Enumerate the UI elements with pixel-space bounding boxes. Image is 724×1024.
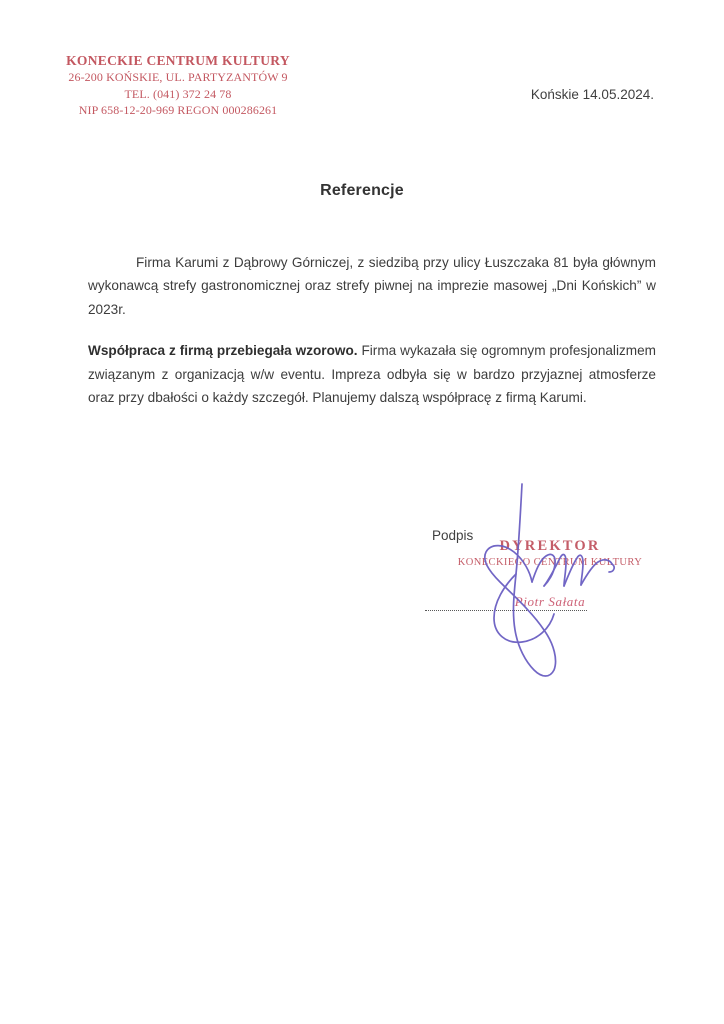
director-stamp xyxy=(455,538,645,610)
paragraph-opinion xyxy=(88,339,656,409)
document-date: Końskie 14.05.2024. xyxy=(530,87,654,102)
page-title: Referencje xyxy=(320,182,404,199)
stamp-address: 26-200 KOŃSKIE, UL. PARTYZANTÓW 9 xyxy=(68,70,288,85)
director-stamp-organisation: KONECKIEGO CENTRUM KULTURY xyxy=(457,557,643,568)
paragraph-intro: Firma Karumi z Dąbrowy Górniczej, z siedzibą przy ulicy Łuszczaka 81 była głównym wykonawcą strefy gastronomicznej oraz strefy piwnej na imprezie masowej „Dni Końskich” w 2023r. xyxy=(88,255,656,317)
paragraph-opinion-lead: Współpraca z firmą przebiegała wzorowo. xyxy=(88,343,358,359)
signature-dotted-line xyxy=(425,610,587,611)
stamp-tax-ids: NIP 658-12-20-969 REGON 000286261 xyxy=(78,102,278,117)
director-stamp-role: DYREKTOR xyxy=(499,538,601,554)
paragraph-opinion-rest: Firma wykazała się ogromnym profesjonalizmem związanym z organizacją w/w eventu. Impreza odbyła się w bardzo przyjaznej atmosferze oraz przy dbałości o każdy szczegół. Planujemy dalszą współpracę z firmą Karumi. xyxy=(88,343,656,405)
signature-block xyxy=(420,490,650,690)
document-body xyxy=(88,251,656,409)
stamp-organisation-name: KONECKIE CENTRUM KULTURY xyxy=(66,53,290,68)
organisation-stamp xyxy=(58,52,298,118)
stamp-phone: TEL. (041) 372 24 78 xyxy=(124,86,232,101)
director-stamp-person: Piotr Sałata xyxy=(514,594,586,609)
signature-label: Podpis xyxy=(432,528,474,543)
